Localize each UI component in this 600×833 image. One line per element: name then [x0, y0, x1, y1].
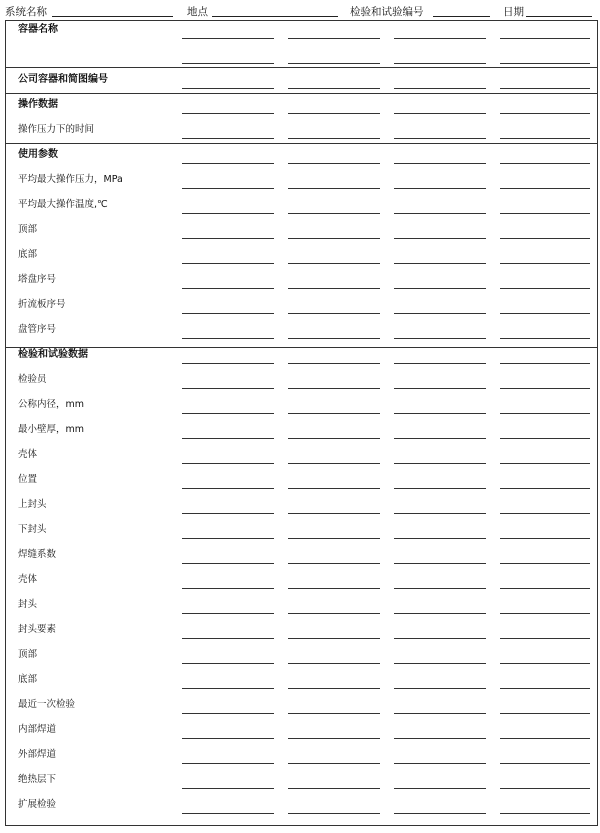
row-label: 操作数据 [18, 99, 58, 110]
entry-field-col-4[interactable] [500, 363, 590, 364]
entry-field-col-1[interactable] [182, 713, 274, 714]
entry-field-col-2[interactable] [288, 663, 380, 664]
entry-field-col-3[interactable] [394, 663, 486, 664]
entry-field-col-4[interactable] [500, 788, 590, 789]
entry-field-col-2[interactable] [288, 363, 380, 364]
entry-field-col-2[interactable] [288, 138, 380, 139]
entry-field-col-3[interactable] [394, 163, 486, 164]
entry-field-col-3[interactable] [394, 488, 486, 489]
entry-field-col-1[interactable] [182, 513, 274, 514]
entry-field-col-4[interactable] [500, 338, 590, 339]
entry-field-col-4[interactable] [500, 313, 590, 314]
entry-field-col-2[interactable] [288, 213, 380, 214]
entry-field-col-2[interactable] [288, 813, 380, 814]
entry-field-col-3[interactable] [394, 713, 486, 714]
entry-field-col-4[interactable] [500, 488, 590, 489]
row-label: 操作压力下的时间 [18, 124, 95, 135]
entry-field-col-1[interactable] [182, 238, 274, 239]
date-field[interactable] [526, 16, 592, 17]
entry-field-col-1[interactable] [182, 163, 274, 164]
entry-field-col-4[interactable] [500, 188, 590, 189]
entry-field-col-2[interactable] [288, 463, 380, 464]
entry-field-col-3[interactable] [394, 288, 486, 289]
entry-field-col-4[interactable] [500, 88, 590, 89]
entry-field-col-2[interactable] [288, 388, 380, 389]
row-label: 下封头 [18, 524, 47, 535]
entry-field-col-2[interactable] [288, 713, 380, 714]
row-label: 折流板序号 [18, 299, 66, 310]
section-divider [6, 93, 597, 94]
entry-field-col-1[interactable] [182, 38, 274, 39]
entry-field-col-1[interactable] [182, 738, 274, 739]
entry-field-col-4[interactable] [500, 738, 590, 739]
entry-field-col-4[interactable] [500, 663, 590, 664]
entry-field-col-3[interactable] [394, 638, 486, 639]
entry-field-col-4[interactable] [500, 238, 590, 239]
row-label: 使用参数 [18, 149, 58, 160]
entry-field-col-2[interactable] [288, 638, 380, 639]
entry-field-col-3[interactable] [394, 63, 486, 64]
entry-field-col-4[interactable] [500, 638, 590, 639]
section-divider [6, 143, 597, 144]
entry-field-col-3[interactable] [394, 463, 486, 464]
entry-field-col-1[interactable] [182, 438, 274, 439]
entry-field-col-2[interactable] [288, 513, 380, 514]
entry-field-col-3[interactable] [394, 213, 486, 214]
entry-field-col-3[interactable] [394, 738, 486, 739]
inspection-form-table [5, 20, 598, 826]
entry-field-col-3[interactable] [394, 513, 486, 514]
entry-field-col-1[interactable] [182, 638, 274, 639]
entry-field-col-1[interactable] [182, 463, 274, 464]
entry-field-col-3[interactable] [394, 588, 486, 589]
entry-field-col-3[interactable] [394, 313, 486, 314]
entry-field-col-4[interactable] [500, 588, 590, 589]
entry-field-col-3[interactable] [394, 813, 486, 814]
form-header [0, 2, 600, 20]
entry-field-col-1[interactable] [182, 613, 274, 614]
row-label: 检验和试验数据 [18, 349, 88, 360]
entry-field-col-1[interactable] [182, 688, 274, 689]
entry-field-col-3[interactable] [394, 363, 486, 364]
entry-field-col-3[interactable] [394, 88, 486, 89]
entry-field-col-2[interactable] [288, 88, 380, 89]
entry-field-col-4[interactable] [500, 113, 590, 114]
entry-field-col-4[interactable] [500, 438, 590, 439]
entry-field-col-2[interactable] [288, 563, 380, 564]
entry-field-col-2[interactable] [288, 313, 380, 314]
entry-field-col-4[interactable] [500, 163, 590, 164]
row-label: 最小壁厚，mm [18, 424, 85, 435]
entry-field-col-3[interactable] [394, 338, 486, 339]
entry-field-col-4[interactable] [500, 413, 590, 414]
entry-field-col-2[interactable] [288, 688, 380, 689]
entry-field-col-2[interactable] [288, 413, 380, 414]
entry-field-col-2[interactable] [288, 538, 380, 539]
row-label: 外部焊道 [18, 749, 57, 760]
entry-field-col-4[interactable] [500, 513, 590, 514]
row-label: 公司容器和简图编号 [18, 74, 108, 85]
entry-field-col-1[interactable] [182, 488, 274, 489]
entry-field-col-3[interactable] [394, 788, 486, 789]
row-label: 封头 [18, 599, 38, 610]
entry-field-col-4[interactable] [500, 813, 590, 814]
entry-field-col-2[interactable] [288, 238, 380, 239]
entry-field-col-3[interactable] [394, 188, 486, 189]
row-label: 容器名称 [18, 24, 58, 35]
entry-field-col-2[interactable] [288, 163, 380, 164]
entry-field-col-3[interactable] [394, 238, 486, 239]
entry-field-col-3[interactable] [394, 113, 486, 114]
entry-field-col-4[interactable] [500, 763, 590, 764]
inspection-number-label: 检验和试验编号 [350, 6, 424, 18]
entry-field-col-3[interactable] [394, 38, 486, 39]
entry-field-col-1[interactable] [182, 263, 274, 264]
row-label: 检验员 [18, 374, 47, 385]
entry-field-col-2[interactable] [288, 738, 380, 739]
row-label: 最近一次检验 [18, 699, 76, 710]
entry-field-col-3[interactable] [394, 563, 486, 564]
row-label: 壳体 [18, 574, 38, 585]
entry-field-col-4[interactable] [500, 138, 590, 139]
row-label: 塔盘序号 [18, 274, 57, 285]
row-label: 底部 [18, 674, 38, 685]
entry-field-col-1[interactable] [182, 188, 274, 189]
section-divider [6, 67, 597, 68]
entry-field-col-1[interactable] [182, 63, 274, 64]
entry-field-col-2[interactable] [288, 63, 380, 64]
entry-field-col-1[interactable] [182, 788, 274, 789]
entry-field-col-2[interactable] [288, 438, 380, 439]
row-label: 内部焊道 [18, 724, 57, 735]
entry-field-col-1[interactable] [182, 588, 274, 589]
entry-field-col-4[interactable] [500, 263, 590, 264]
row-label: 焊缝系数 [18, 549, 57, 560]
section-divider [6, 347, 597, 348]
location-field[interactable] [212, 16, 338, 17]
entry-field-col-2[interactable] [288, 338, 380, 339]
entry-field-col-2[interactable] [288, 288, 380, 289]
entry-field-col-1[interactable] [182, 813, 274, 814]
row-label: 公称内径，mm [18, 399, 85, 410]
entry-field-col-4[interactable] [500, 38, 590, 39]
entry-field-col-4[interactable] [500, 538, 590, 539]
row-label: 平均最大操作压力，MPa [18, 174, 123, 185]
entry-field-col-2[interactable] [288, 613, 380, 614]
entry-field-col-1[interactable] [182, 213, 274, 214]
row-label: 壳体 [18, 449, 38, 460]
entry-field-col-3[interactable] [394, 138, 486, 139]
row-label: 上封头 [18, 499, 47, 510]
entry-field-col-1[interactable] [182, 363, 274, 364]
entry-field-col-1[interactable] [182, 338, 274, 339]
entry-field-col-3[interactable] [394, 388, 486, 389]
entry-field-col-1[interactable] [182, 663, 274, 664]
entry-field-col-3[interactable] [394, 413, 486, 414]
entry-field-col-4[interactable] [500, 288, 590, 289]
entry-field-col-4[interactable] [500, 613, 590, 614]
location-label: 地点 [187, 6, 208, 18]
entry-field-col-2[interactable] [288, 38, 380, 39]
row-label: 扩展检验 [18, 799, 57, 810]
entry-field-col-3[interactable] [394, 613, 486, 614]
entry-field-col-3[interactable] [394, 688, 486, 689]
entry-field-col-3[interactable] [394, 438, 486, 439]
date-label: 日期 [503, 6, 524, 18]
entry-field-col-1[interactable] [182, 763, 274, 764]
row-label: 底部 [18, 249, 38, 260]
entry-field-col-4[interactable] [500, 213, 590, 214]
row-label: 绝热层下 [18, 774, 57, 785]
row-label: 顶部 [18, 649, 38, 660]
row-label: 位置 [18, 474, 38, 485]
entry-field-col-1[interactable] [182, 288, 274, 289]
row-label: 盘管序号 [18, 324, 57, 335]
entry-field-col-2[interactable] [288, 763, 380, 764]
entry-field-col-3[interactable] [394, 538, 486, 539]
entry-field-col-4[interactable] [500, 688, 590, 689]
entry-field-col-4[interactable] [500, 63, 590, 64]
entry-field-col-2[interactable] [288, 488, 380, 489]
entry-field-col-2[interactable] [288, 588, 380, 589]
entry-field-col-2[interactable] [288, 788, 380, 789]
entry-field-col-2[interactable] [288, 113, 380, 114]
entry-field-col-4[interactable] [500, 563, 590, 564]
system-name-label: 系统名称 [5, 6, 47, 18]
row-label: 顶部 [18, 224, 38, 235]
entry-field-col-1[interactable] [182, 563, 274, 564]
system-name-field[interactable] [52, 16, 173, 17]
entry-field-col-1[interactable] [182, 88, 274, 89]
entry-field-col-1[interactable] [182, 313, 274, 314]
entry-field-col-3[interactable] [394, 763, 486, 764]
entry-field-col-3[interactable] [394, 263, 486, 264]
entry-field-col-4[interactable] [500, 713, 590, 714]
entry-field-col-1[interactable] [182, 113, 274, 114]
inspection-number-field[interactable] [433, 16, 490, 17]
entry-field-col-1[interactable] [182, 138, 274, 139]
entry-field-col-1[interactable] [182, 538, 274, 539]
entry-field-col-4[interactable] [500, 388, 590, 389]
entry-field-col-1[interactable] [182, 388, 274, 389]
entry-field-col-2[interactable] [288, 188, 380, 189]
entry-field-col-2[interactable] [288, 263, 380, 264]
entry-field-col-1[interactable] [182, 413, 274, 414]
row-label: 封头要素 [18, 624, 57, 635]
row-label: 平均最大操作温度,℃ [18, 199, 108, 210]
entry-field-col-4[interactable] [500, 463, 590, 464]
